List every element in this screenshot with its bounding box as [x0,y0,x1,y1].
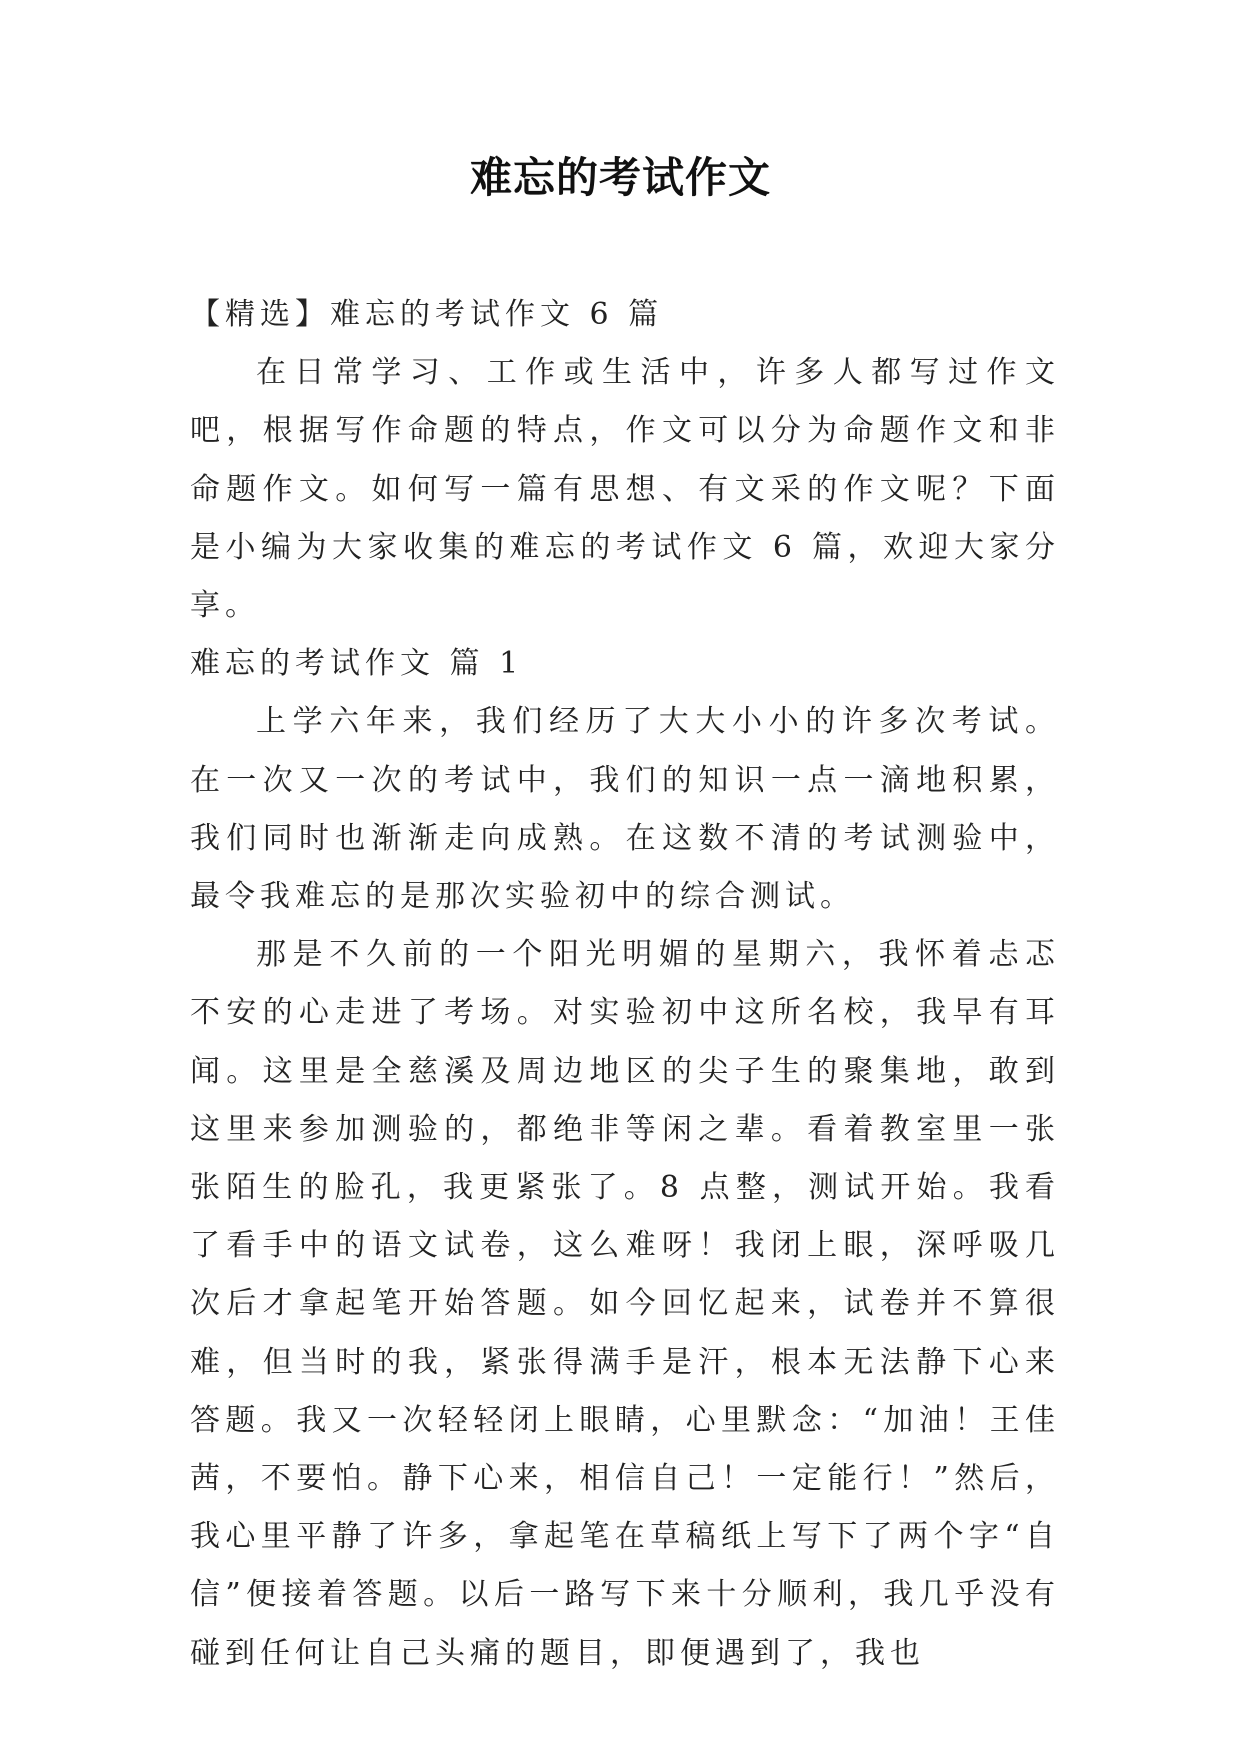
document-title: 难忘的考试作文 [469,153,771,202]
document-body [190,286,1060,1683]
body-paragraph: 上学六年来，我们经历了大大小小的许多次考试。在一次又一次的考试中，我们的知识一点一滴地积累，我们同时也渐渐走向成熟。在这数不清的考试测验中，最令我难忘的是那次实验初中的综合测试。 [190,704,1060,915]
body-paragraph: 那是不久前的一个阳光明媚的星期六，我怀着忐忑不安的心走进了考场。对实验初中这所名校，我早有耳闻。这里是全慈溪及周边地区的尖子生的聚集地，敢到这里来参加测验的，都绝非等闲之辈。看着教室里一张张陌生的脸孔，我更紧张了。8 点整，测试开始。我看了看手中的语文试卷，这么难呀！我闭上眼，深呼吸几次后才拿起笔开始答题。如今回忆起来，试卷并不算很难，但当时的我，紧张得满手是汗，根本无法静下心来答题。我又一次轻轻闭上眼睛，心里默念：“加油！王佳茜，不要怕。静下心来，相信自己！一定能行！”然后，我心里平静了许多，拿起笔在草稿纸上写下了两个字“自信”便接着答题。以后一路写下来十分顺利，我几乎没有碰到任何让自己头痛的题目，即便遇到了，我也 [190,937,1060,1671]
intro-paragraph: 在日常学习、工作或生活中，许多人都写过作文吧，根据写作命题的特点，作文可以分为命题作文和非命题作文。如何写一篇有思想、有文采的作文呢？下面是小编为大家收集的难忘的考试作文 6 篇，欢迎大家分享。 [190,355,1060,624]
essay-heading: 难忘的考试作文 篇 1 [190,646,524,682]
collection-heading: 【精选】难忘的考试作文 6 篇 [190,297,664,332]
